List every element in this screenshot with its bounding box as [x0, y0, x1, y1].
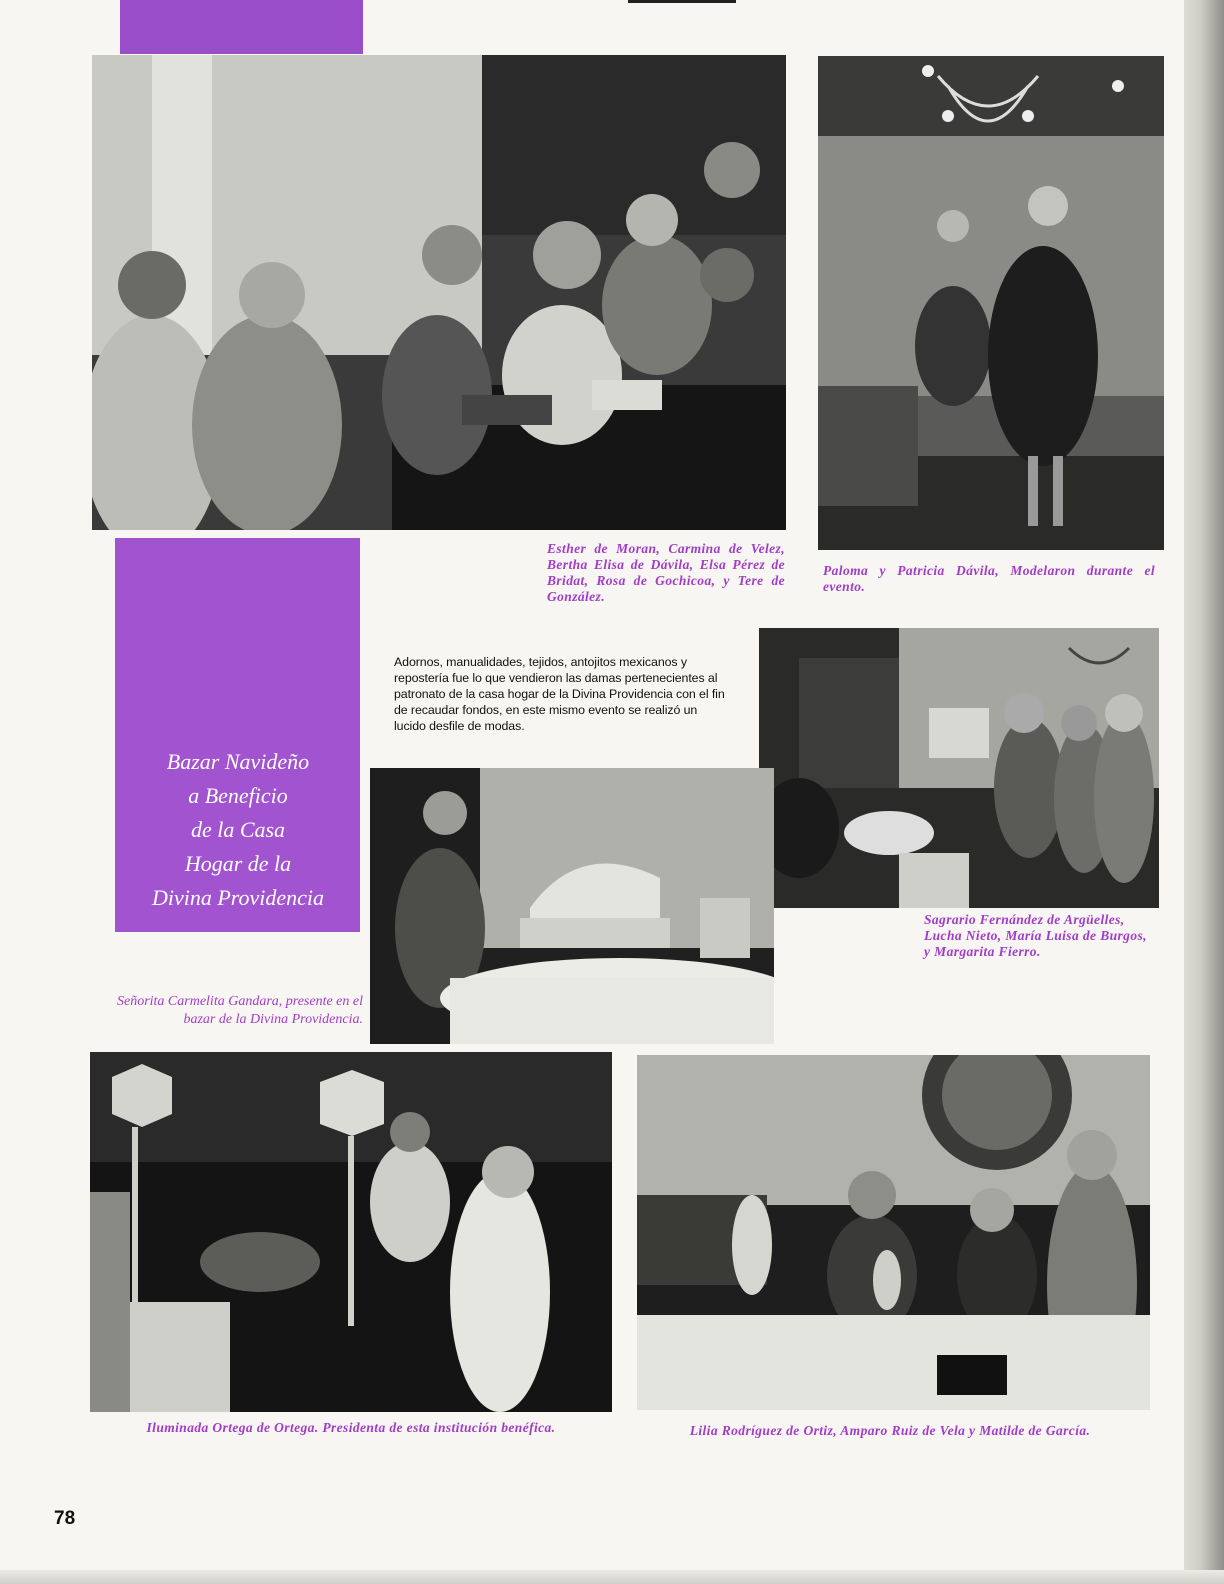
photo-sagrario-group: [759, 628, 1159, 908]
top-rule: [628, 0, 736, 3]
caption-group-photo: Esther de Moran, Carmina de Velez, Bertha Elisa de Dávila, Elsa Pérez de Bridat, Rosa de Gochicoa, y Tere de González.: [547, 541, 785, 604]
photo-group-of-women: [92, 55, 786, 530]
photo-carmelita-bassinet: [370, 768, 774, 1044]
caption-models-photo: Paloma y Patricia Dávila, Modelaron durante el evento.: [823, 563, 1155, 594]
photo-fashion-models: [818, 56, 1164, 550]
photo-lilia-group: [637, 1055, 1150, 1410]
header-accent-bar: [120, 0, 363, 54]
caption-sagrario-photo: Sagrario Fernández de Argüelles, Lucha Nieto, María Luisa de Burgos, y Margarita Fierro.: [924, 912, 1147, 959]
article-body: Adornos, manualidades, tejidos, antojitos mexicanos y repostería fue lo que vendieron las damas pertenecientes al patronato de la casa hogar de la Divina Providencia con el fin de recaudar fondos, en este mismo evento se realizó un lucido desfile de modas.: [394, 655, 725, 733]
page-bottom-edge: [0, 1570, 1224, 1584]
caption-iluminada-photo: Iluminada Ortega de Ortega. Presidenta de esta institución benéfica.: [146, 1420, 556, 1435]
page-number: 78: [54, 1508, 76, 1529]
caption-lilia-photo: Lilia Rodríguez de Ortiz, Amparo Ruiz de Vela y Matilde de García.: [689, 1423, 1091, 1438]
photo-iluminada-stop-signs: [90, 1052, 612, 1412]
page-binding-edge: [1184, 0, 1224, 1584]
article-title: Bazar Navideño a Beneficio de la Casa Hogar de la Divina Providencia: [151, 749, 325, 910]
caption-carmelita-photo: Señorita Carmelita Gandara, presente en el bazar de la Divina Providencia.: [116, 994, 363, 1027]
